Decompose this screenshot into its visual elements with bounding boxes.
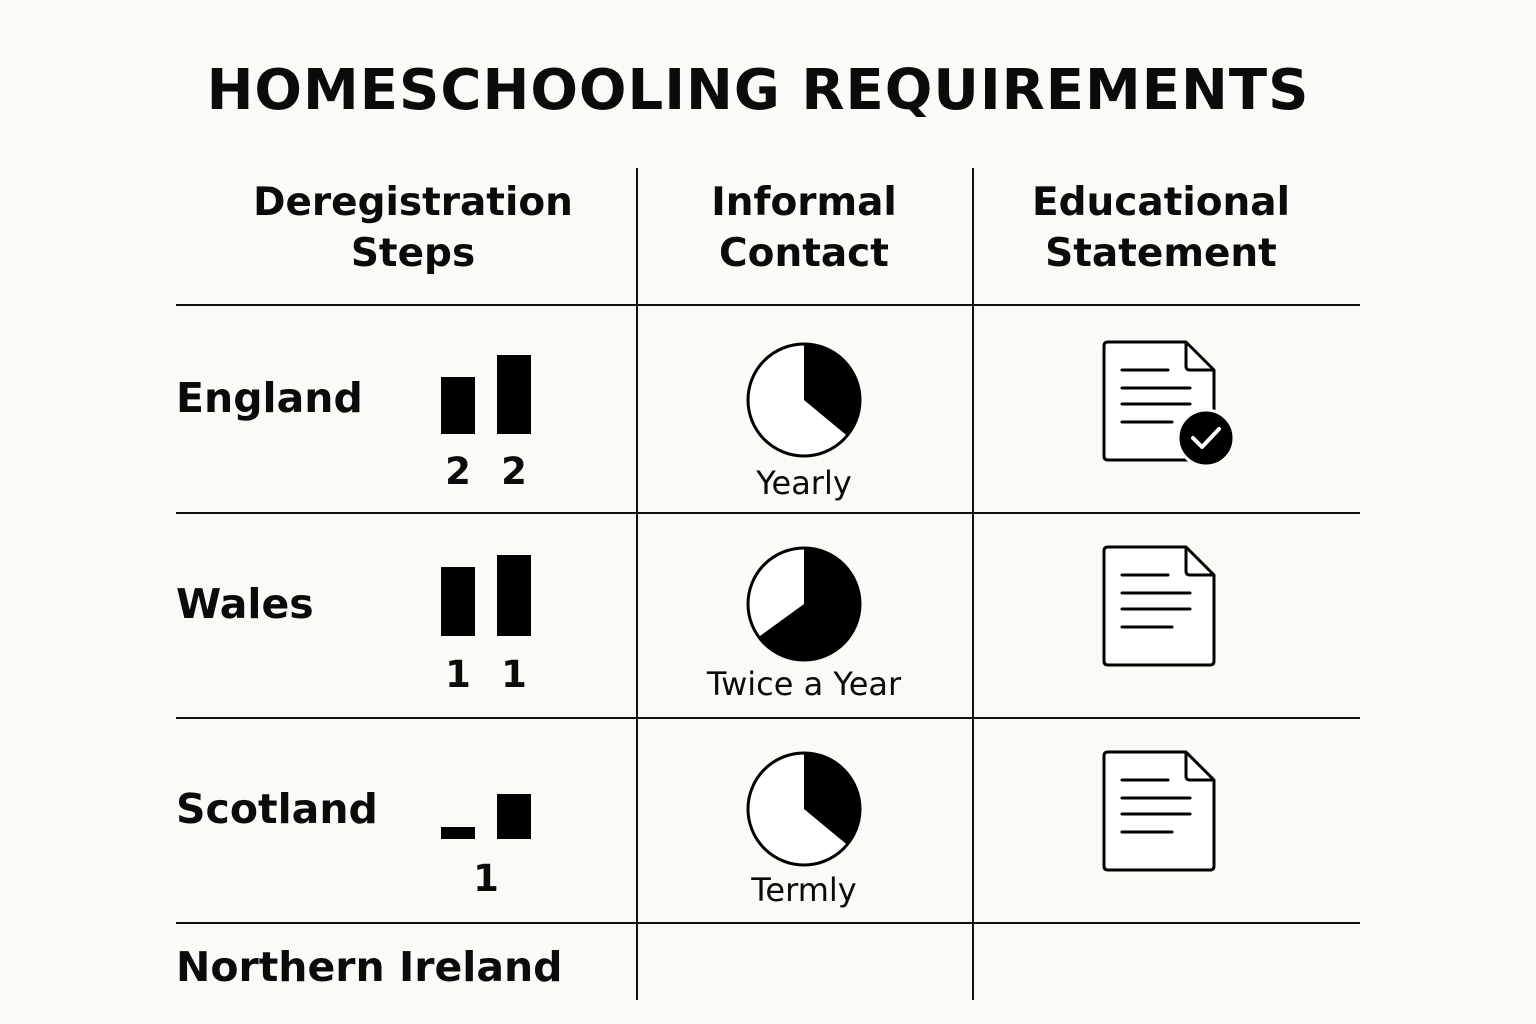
steps-bar — [441, 827, 475, 839]
page-title: HOMESCHOOLING REQUIREMENTS — [206, 58, 1310, 123]
steps-value: 1 — [473, 857, 499, 900]
steps-bar — [497, 555, 531, 636]
steps-value: 2 — [501, 450, 527, 493]
column-divider-1 — [636, 168, 638, 1000]
steps-value: 1 — [501, 653, 527, 696]
row-divider-1 — [176, 512, 1360, 514]
column-header-educational-statement — [1000, 177, 1322, 279]
column-header-line: Contact — [719, 231, 889, 276]
row-label-scotland: Scotland — [176, 785, 378, 833]
row-label-northern-ireland: Northern Ireland — [176, 943, 563, 991]
column-header-deregistration-steps — [236, 177, 590, 279]
clock-pie-twice-a-year-icon — [745, 545, 863, 663]
contact-frequency-label: Termly — [751, 871, 857, 909]
document-icon — [1100, 543, 1220, 669]
column-header-informal-contact — [654, 177, 954, 279]
row-divider-header — [176, 304, 1360, 306]
row-label-wales: Wales — [176, 580, 314, 628]
document-check-icon — [1100, 338, 1240, 472]
column-header-line: Steps — [350, 231, 476, 276]
steps-bar — [441, 377, 475, 434]
column-header-line: Informal — [711, 180, 897, 225]
contact-frequency-label: Twice a Year — [706, 665, 902, 703]
clock-pie-termly-icon — [745, 750, 863, 868]
steps-value: 1 — [445, 653, 471, 696]
steps-bar — [441, 567, 475, 636]
row-divider-3 — [176, 922, 1360, 924]
column-header-line: Statement — [1045, 231, 1277, 276]
contact-frequency-label: Yearly — [756, 464, 852, 502]
column-header-line: Educational — [1031, 180, 1290, 225]
row-divider-2 — [176, 717, 1360, 719]
column-divider-2 — [972, 168, 974, 1000]
document-icon — [1100, 748, 1220, 874]
steps-value: 2 — [445, 450, 471, 493]
clock-pie-yearly-icon — [745, 341, 863, 459]
column-header-line: Deregistration — [253, 180, 573, 225]
steps-bar — [497, 794, 531, 839]
steps-bar — [497, 355, 531, 434]
row-label-england: England — [176, 374, 363, 422]
